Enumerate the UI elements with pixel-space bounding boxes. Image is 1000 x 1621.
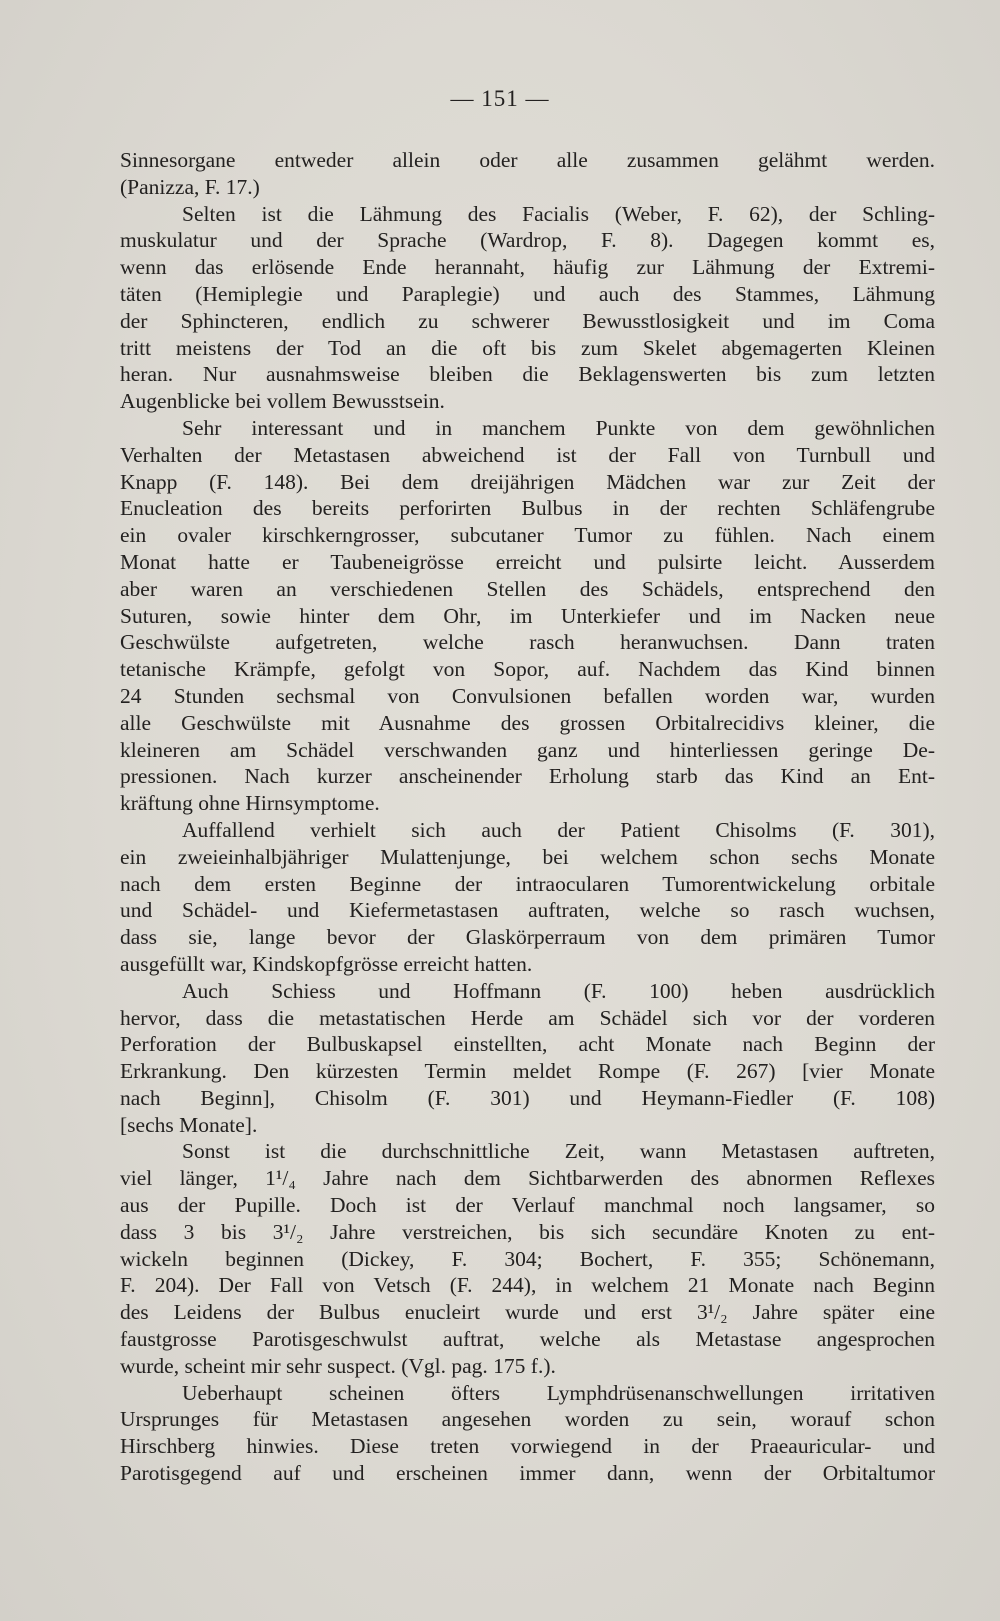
text-line: und Schädel- und Kiefermetastasen auftraten, welche so rasch wuchsen,	[120, 898, 935, 923]
page-number: — 151 —	[450, 86, 550, 111]
text-line: des Leidens der Bulbus enucleirt wurde und erst 3¹/₂ Jahre später eine	[120, 1300, 935, 1325]
text-line: wickeln beginnen (Dickey, F. 304; Bochert, F. 355; Schönemann,	[120, 1246, 935, 1271]
text-line: Knapp (F. 148). Bei dem dreijährigen Mädchen war zur Zeit der	[120, 469, 935, 494]
text-line: Erkrankung. Den kürzesten Termin meldet Rompe (F. 267) [vier Monate	[120, 1059, 935, 1084]
text-line: nach dem ersten Beginne der intraocularen Tumorentwickelung orbitale	[120, 871, 935, 896]
text-line: wurde, scheint mir sehr suspect. (Vgl. pag. 175 f.).	[120, 1353, 556, 1378]
text-line: tritt meistens der Tod an die oft bis zum Skelet abgemagerten Kleinen	[120, 335, 935, 360]
text-line: dass sie, lange bevor der Glaskörperraum von dem primären Tumor	[120, 925, 935, 950]
text-line: aber waren an verschiedenen Stellen des Schädels, entsprechend den	[120, 576, 935, 601]
text-line: der Sphincteren, endlich zu schwerer Bewusstlosigkeit und im Coma	[120, 308, 935, 333]
text-line: (Panizza, F. 17.)	[120, 174, 260, 199]
text-line: ausgefüllt war, Kindskopfgrösse erreicht hatten.	[120, 951, 533, 976]
text-line: F. 204). Der Fall von Vetsch (F. 244), in welchem 21 Monate nach Beginn	[120, 1273, 935, 1298]
text-line: Monat hatte er Taubeneigrösse erreicht und pulsirte leicht. Ausserdem	[120, 549, 935, 574]
text-line: ein ovaler kirschkerngrosser, subcutaner Tumor zu fühlen. Nach einem	[120, 523, 935, 548]
text-line: kleineren am Schädel verschwanden ganz und hinterliessen geringe De-	[120, 737, 935, 762]
body-text	[120, 147, 935, 1487]
text-line: Auch Schiess und Hoffmann (F. 100) heben ausdrücklich	[182, 978, 935, 1003]
text-line: hervor, dass die metastatischen Herde am Schädel sich vor der vorderen	[120, 1005, 935, 1030]
text-line: Verhalten der Metastasen abweichend ist der Fall von Turnbull und	[120, 442, 935, 467]
text-line: alle Geschwülste mit Ausnahme des grossen Orbitalrecidivs kleiner, die	[120, 710, 935, 735]
text-line: wenn das erlösende Ende herannaht, häufig zur Lähmung der Extremi-	[120, 255, 935, 280]
text-line: Ursprunges für Metastasen angesehen worden zu sein, worauf schon	[120, 1407, 935, 1432]
text-line: 24 Stunden sechsmal von Convulsionen befallen worden war, wurden	[120, 683, 935, 708]
text-line: nach Beginn], Chisolm (F. 301) und Heymann-Fiedler (F. 108)	[120, 1085, 935, 1110]
text-line: [sechs Monate].	[120, 1112, 258, 1137]
text-line: ein zweieinhalbjähriger Mulattenjunge, bei welchem schon sechs Monate	[120, 844, 935, 869]
text-line: dass 3 bis 3¹/₂ Jahre verstreichen, bis sich secundäre Knoten zu ent-	[120, 1219, 935, 1244]
text-line: Suturen, sowie hinter dem Ohr, im Unterkiefer und im Nacken neue	[120, 603, 935, 628]
text-line: heran. Nur ausnahmsweise bleiben die Beklagenswerten bis zum letzten	[120, 362, 935, 387]
text-line: Sonst ist die durchschnittliche Zeit, wann Metastasen auftreten,	[182, 1139, 935, 1164]
text-line: Hirschberg hinwies. Diese treten vorwiegend in der Praeauricular- und	[120, 1434, 935, 1459]
text-line: Sehr interessant und in manchem Punkte von dem gewöhnlichen	[182, 415, 935, 440]
text-line: Auffallend verhielt sich auch der Patient Chisolms (F. 301),	[182, 817, 935, 842]
text-line: Augenblicke bei vollem Bewusstsein.	[120, 389, 445, 414]
text-line: täten (Hemiplegie und Paraplegie) und auch des Stammes, Lähmung	[120, 281, 935, 306]
text-line: Ueberhaupt scheinen öfters Lymphdrüsenanschwellungen irritativen	[182, 1380, 935, 1405]
text-line: tetanische Krämpfe, gefolgt von Sopor, auf. Nachdem das Kind binnen	[120, 657, 935, 682]
text-line: Geschwülste aufgetreten, welche rasch heranwuchsen. Dann traten	[120, 630, 935, 655]
text-line: kräftung ohne Hirnsymptome.	[120, 791, 380, 816]
text-line: viel länger, 1¹/₄ Jahre nach dem Sichtbarwerden des abnormen Reflexes	[120, 1166, 935, 1191]
text-line: Selten ist die Lähmung des Facialis (Weber, F. 62), der Schling-	[182, 201, 935, 226]
text-line: pressionen. Nach kurzer anscheinender Erholung starb das Kind an Ent-	[120, 764, 935, 789]
text-line: muskulatur und der Sprache (Wardrop, F. 8). Dagegen kommt es,	[120, 228, 935, 253]
text-line: faustgrosse Parotisgeschwulst auftrat, welche als Metastase angesprochen	[120, 1327, 935, 1352]
text-line: Sinnesorgane entweder allein oder alle zusammen gelähmt werden.	[120, 148, 935, 172]
text-line: Enucleation des bereits perforirten Bulbus in der rechten Schläfengrube	[120, 496, 935, 521]
text-line: aus der Pupille. Doch ist der Verlauf manchmal noch langsamer, so	[120, 1193, 935, 1218]
text-line: Perforation der Bulbuskapsel einstellten, acht Monate nach Beginn der	[120, 1032, 935, 1057]
text-line: Parotisgegend auf und erscheinen immer dann, wenn der Orbitaltumor	[120, 1461, 935, 1486]
